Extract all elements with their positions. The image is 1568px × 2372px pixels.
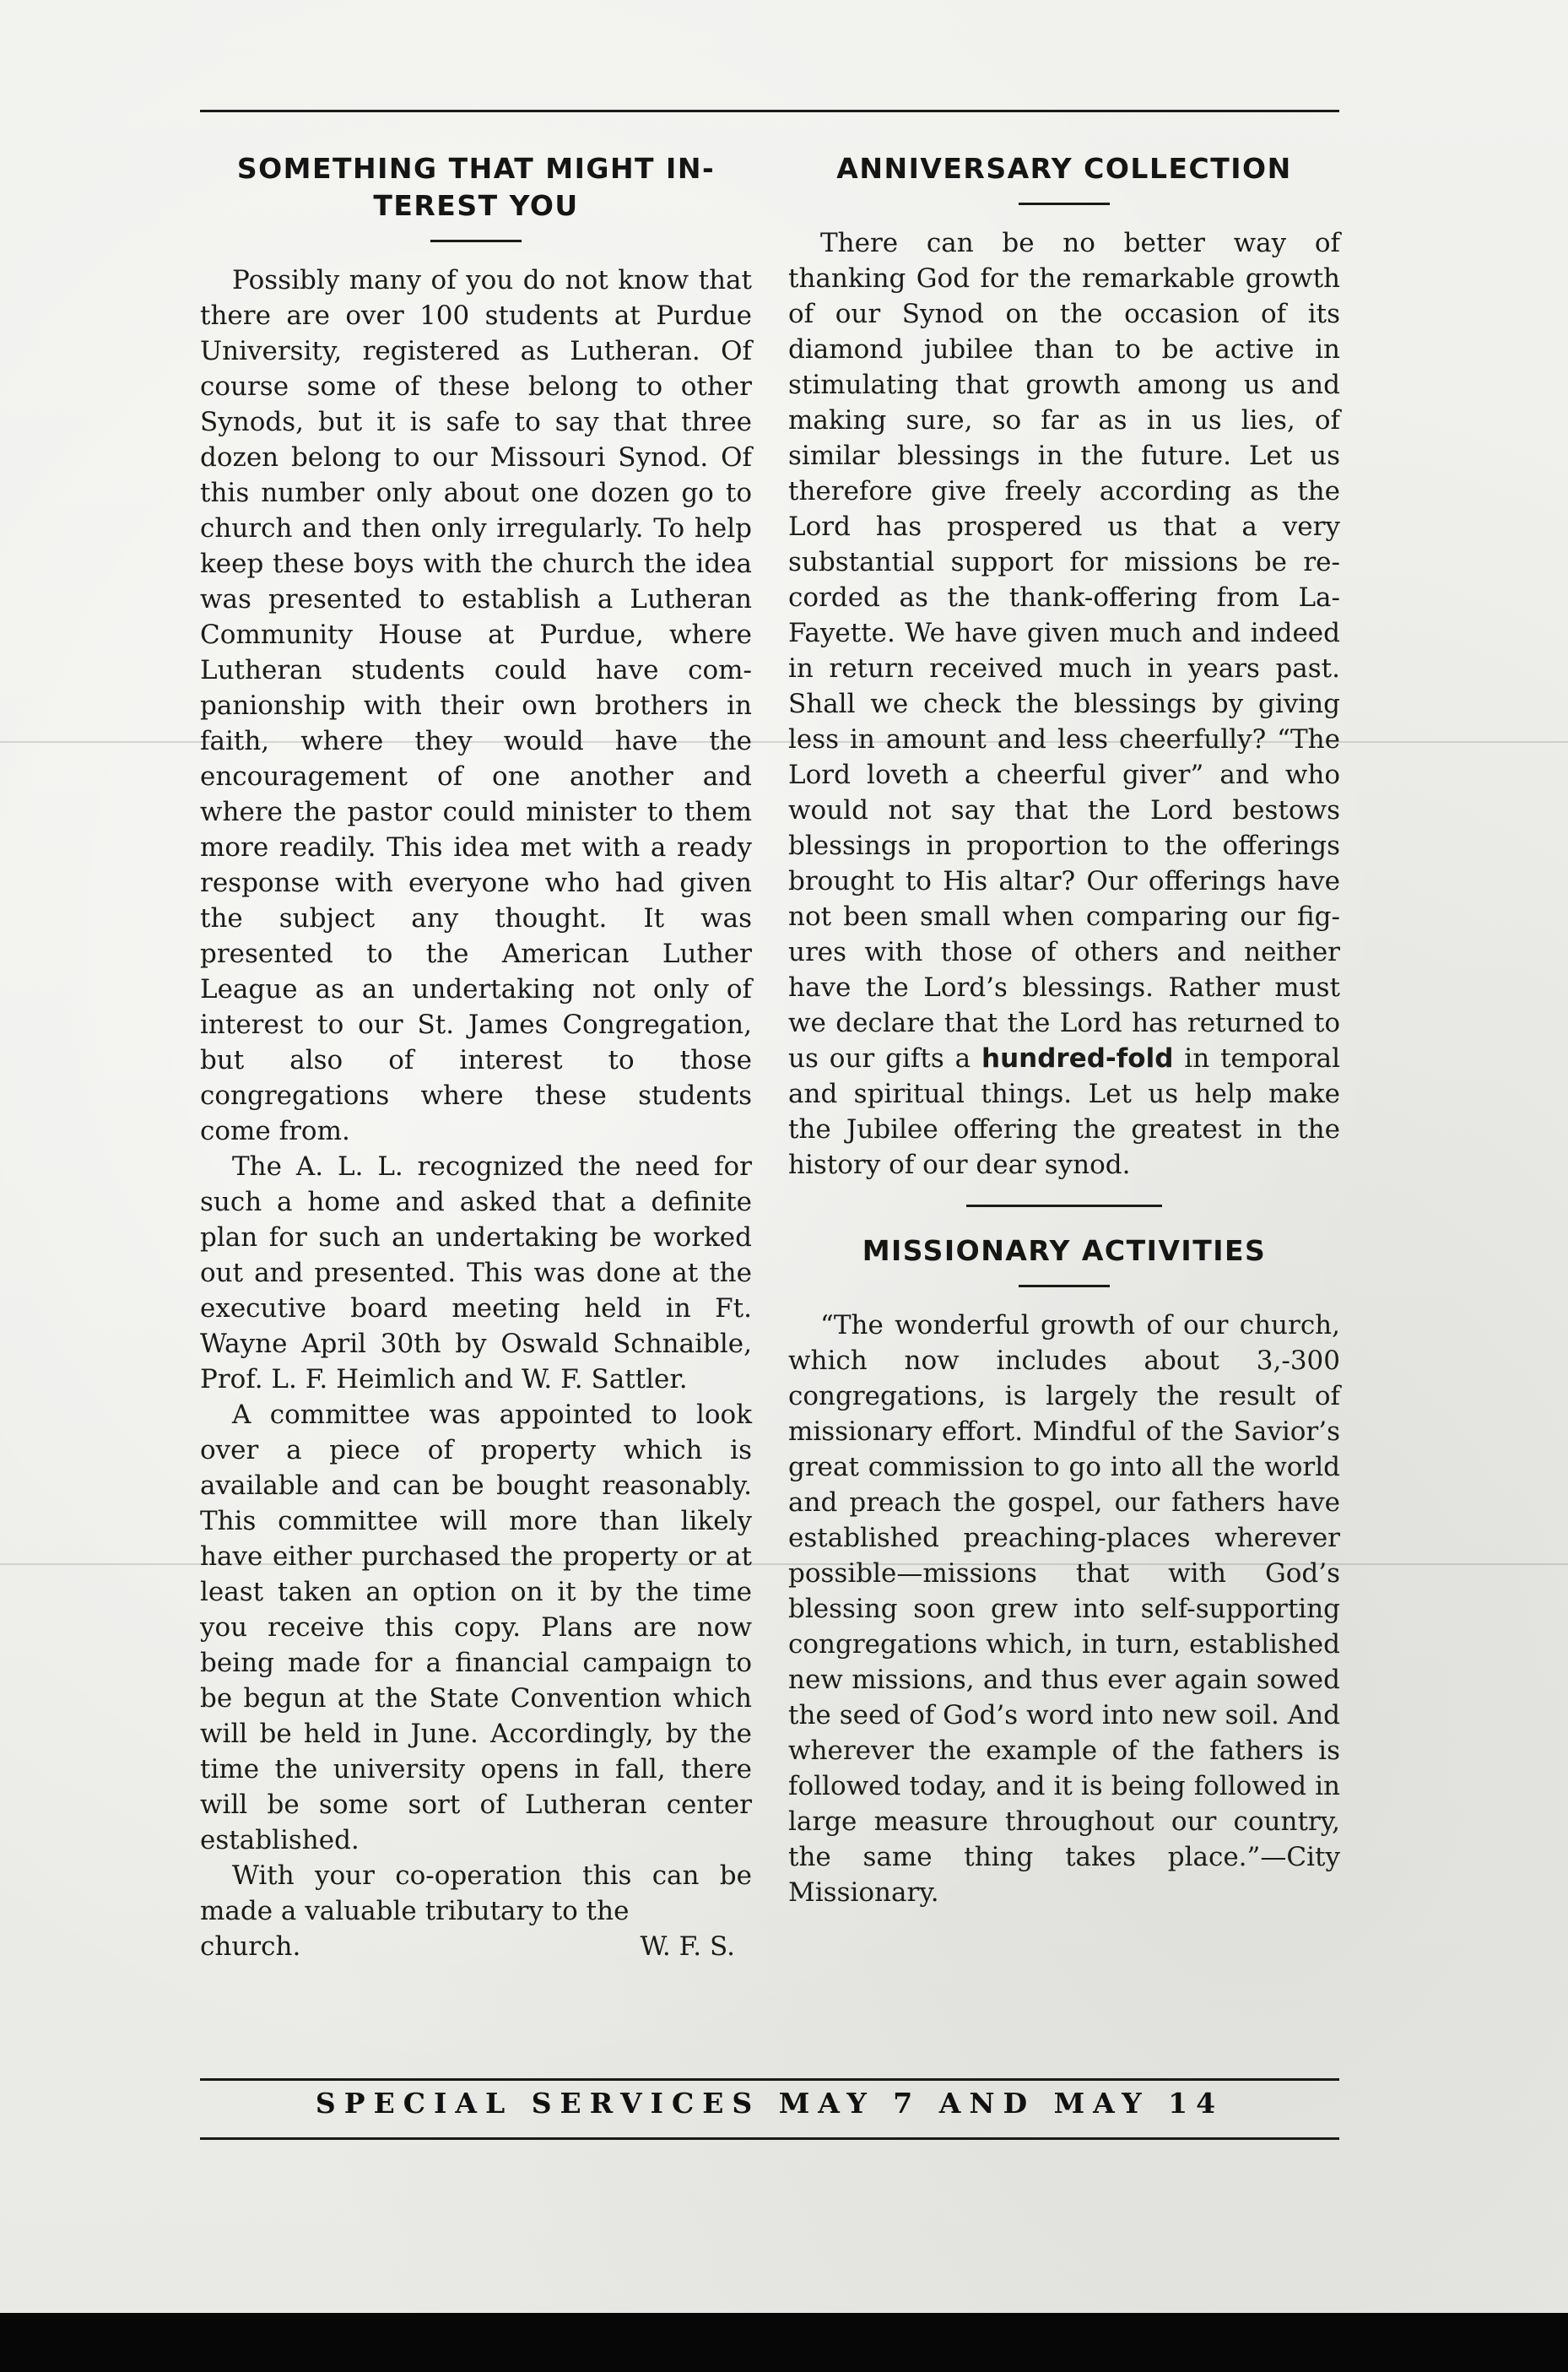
author-signature: W. F. S. — [640, 1931, 735, 1962]
article-paragraph: Possibly many of you do not know that there are over 100 students at Purdue University, registered as Lutheran. Of course some of these belong to other Synods, but it is safe to say that three dozen belong to our Missouri Synod. Of this number only about one dozen go to church and then only irregularly. To help keep these boys with the church the idea was presented to establish a Lutheran Community House at Purdue, where Lutheran students could have companionship with their own brothers in faith, where they would have the encouragement of one another and where the pastor could minister to them more readily. This idea met with a ready response with everyone who had given the subject any thought. It was presented to the American Luther League as an undertaking not only of interest to our St. James Congregation, but also of interest to those congregations where these students come from. — [200, 265, 752, 1146]
closing-word: church. — [200, 1931, 301, 1962]
article-paragraph: A committee was appointed to look over a piece of property which is available and can be bought reasonably. This committee will more than likely have either purchased the property or at least taken an option on it by the time you receive this copy. Plans are now being made for a financial campaign to be begun at the State Convention which will be held in June. Accordingly, by the time the university opens in fall, there will be some sort of Lutheran center established. — [200, 1400, 752, 1855]
left-column — [200, 150, 752, 1964]
article-heading: SOMETHING THAT MIGHT IN- TEREST YOU — [236, 152, 716, 222]
special-services-banner: SPECIAL SERVICES MAY 7 AND MAY 14 — [315, 2087, 1225, 2120]
article-paragraph: “The wonderful growth of our church, which now includes about 3,-300 congregations, is largely the result of missionary effort. Mindful of the Savior’s great commission to go into all the world and preach the gospel, our fathers have established preaching-places wherever possible—missions that with God’s blessing soon grew into self-supporting congregations which, in turn, established new missions, and thus ever again sowed the seed of God’s word into new soil. And wherever the example of the fathers is followed today, and it is being followed in large measure throughout our country, the same thing takes place.”—City Missionary. — [788, 1310, 1340, 1908]
banner-top-rule — [200, 2078, 1339, 2081]
paragraph-text: There can be no better way of thanking God for the remarkable growth of our Synod on the occasion of its diamond jubilee than to be active in stimulating that growth among us and making sure, so far as in us lies, of similar blessings in the future. Let us therefore give freely according as the Lord has prospered us that a very substantial support for missions be recorded as the thank-offering from LaFayette. We have given much and indeed in return received much in years past. Shall we check the blessings by giving less in amount and less cheerfully? “The Lord loveth a cheerful giver” and who would not say that the Lord bestows blessings in proportion to the offerings brought to His altar? Our offerings have not been small when comparing our figures with those of others and neither have the Lord’s blessings. Rather must we declare that the Lord has returned to us our gifts a — [788, 228, 1340, 1074]
scan-edge — [0, 2313, 1568, 2372]
heading-rule — [430, 240, 522, 242]
article-heading: MISSIONARY ACTIVITIES — [862, 1234, 1267, 1267]
article-paragraph — [788, 225, 1340, 1183]
top-rule — [200, 110, 1339, 112]
right-column — [788, 150, 1340, 1910]
article-heading: ANNIVERSARY COLLECTION — [836, 152, 1292, 185]
section-divider — [966, 1205, 1162, 1207]
paragraph-text: in temporal and spiritual things. Let us help make the Jubilee offering the greatest in the history of our dear synod. — [788, 1043, 1340, 1180]
signoff-line — [200, 1929, 752, 1964]
heading-rule — [1019, 203, 1110, 205]
article-paragraph: With your co-operation this can be made a valuable tributary to the — [200, 1860, 752, 1926]
heading-rule — [1019, 1285, 1110, 1287]
banner-bottom-rule — [200, 2137, 1339, 2140]
emphasized-term: hundred-fold — [981, 1043, 1174, 1074]
article-paragraph: The A. L. L. recognized the need for such a home and asked that a definite plan for such an undertaking be worked out and presented. This was done at the executive board meeting held in Ft. Wayne April 30th by Oswald Schnaible, Prof. L. F. Heimlich and W. F. Sattler. — [200, 1151, 752, 1394]
